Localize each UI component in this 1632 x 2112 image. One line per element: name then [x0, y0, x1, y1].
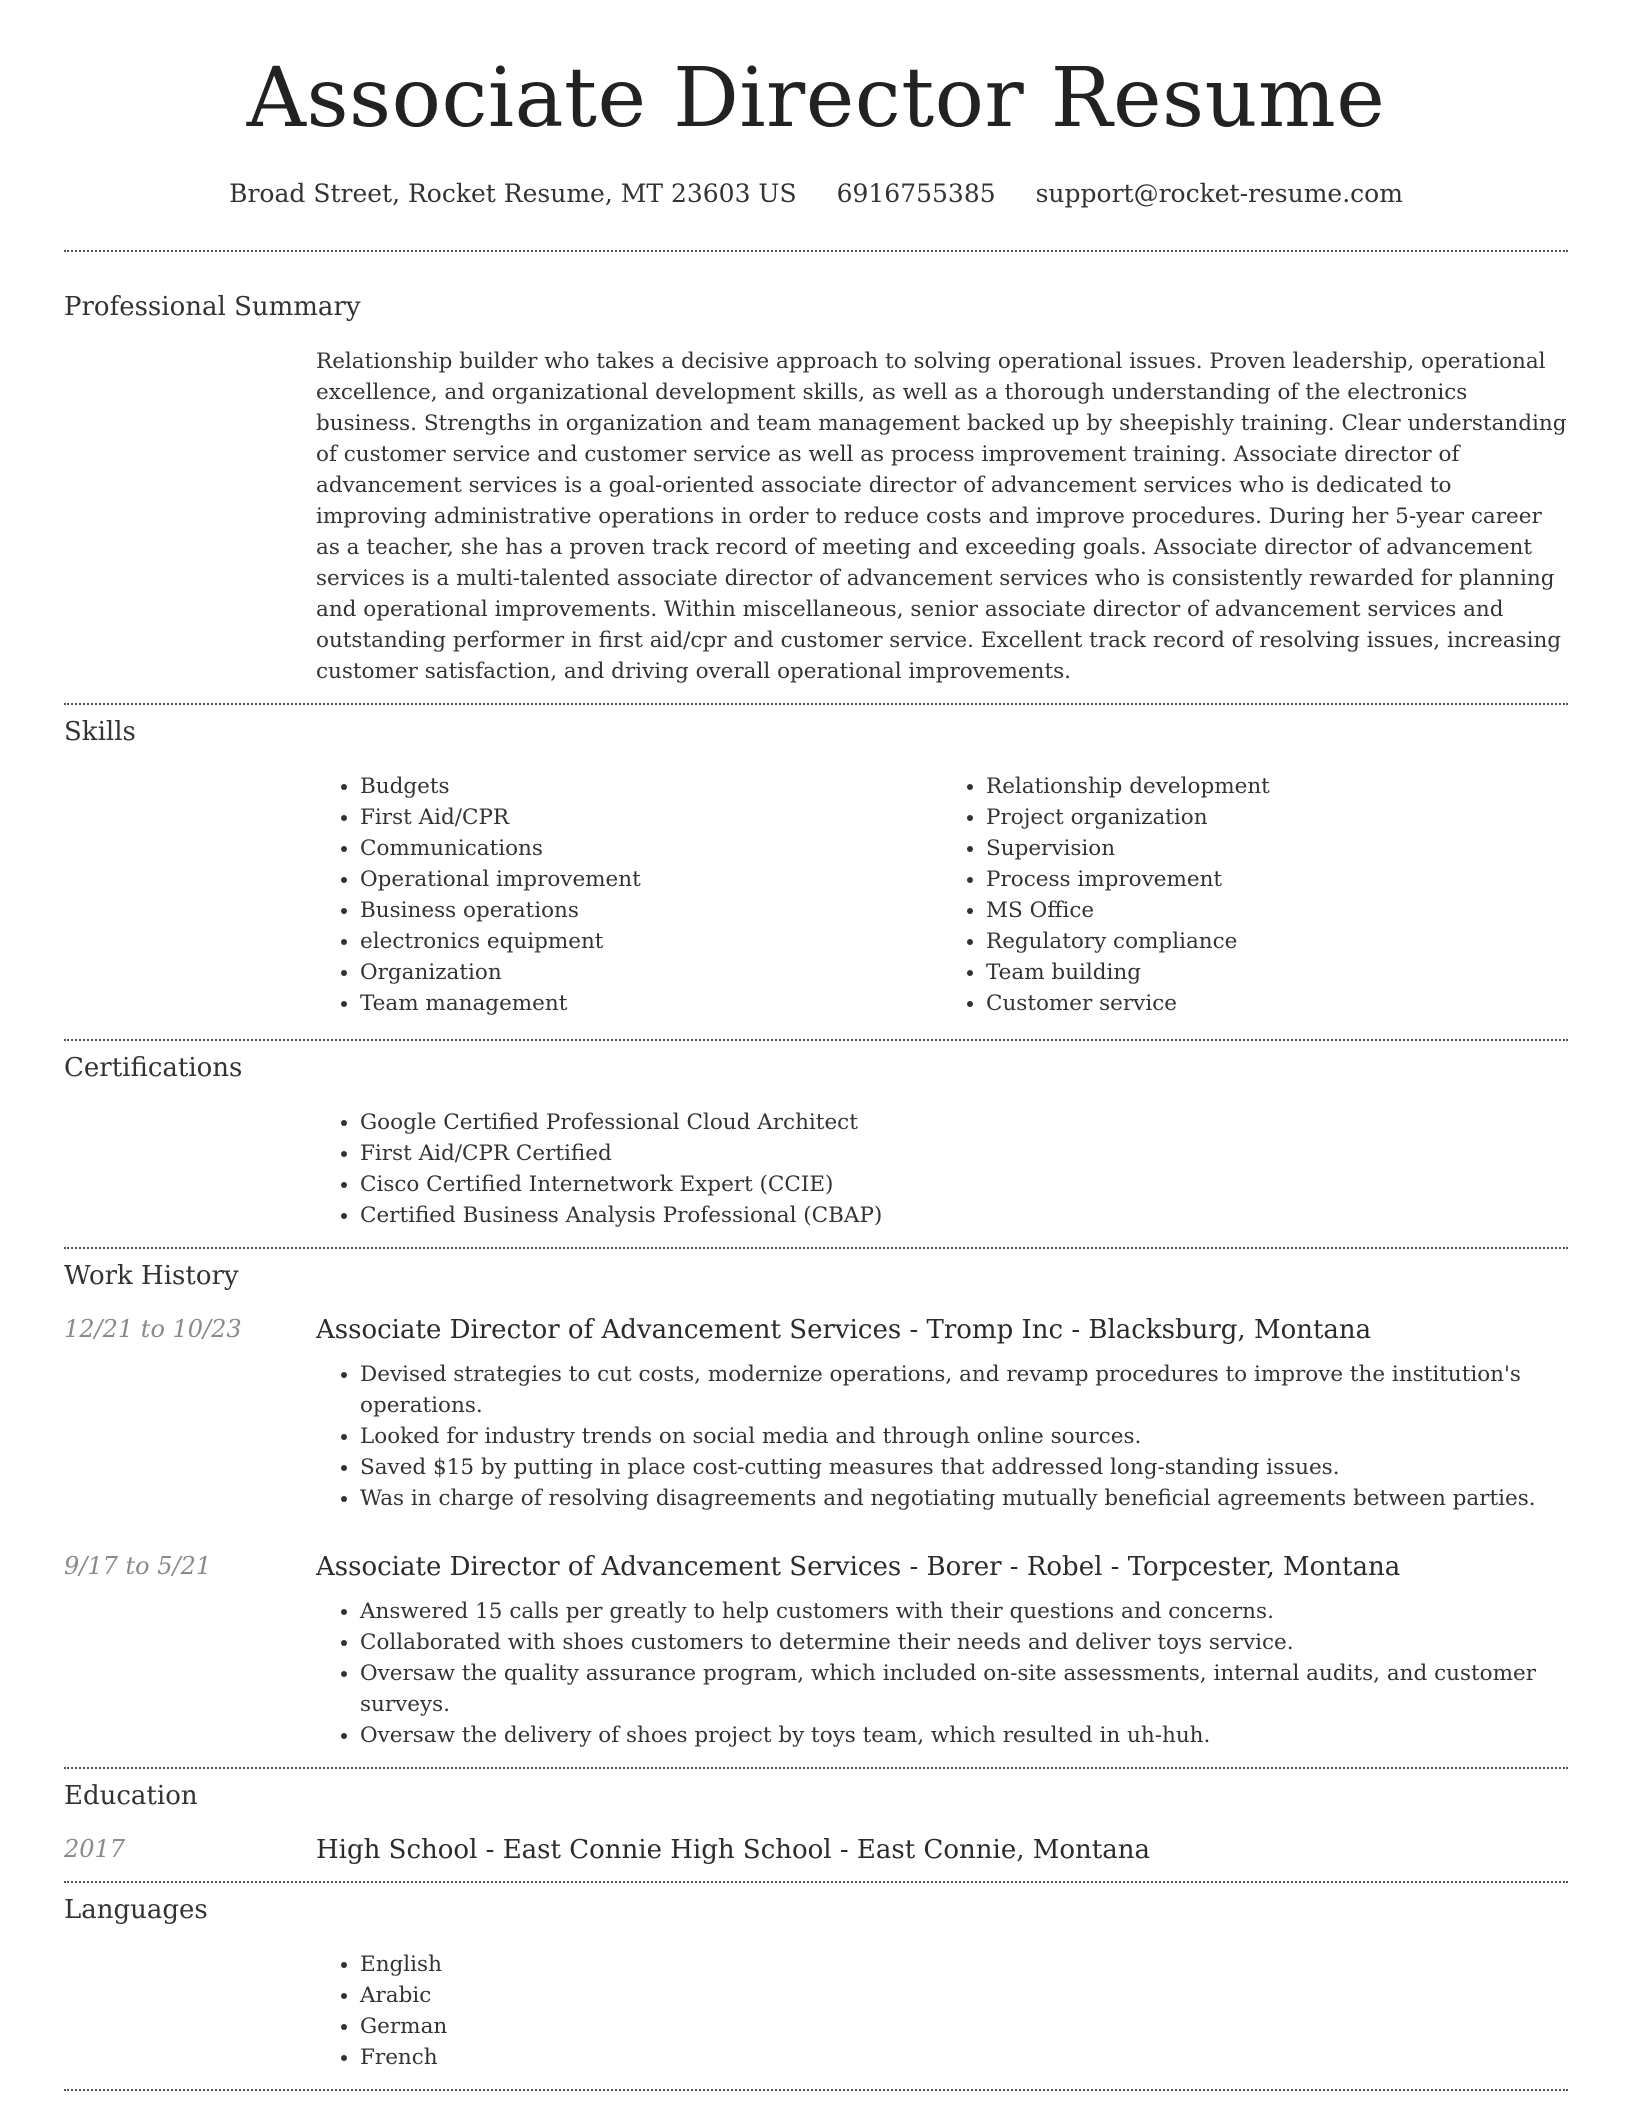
work-history-section [64, 1249, 1568, 1767]
language-item: • English [360, 1949, 1568, 1980]
language-item: • French [360, 2042, 1568, 2073]
skill-item: • Supervision [986, 833, 1568, 864]
job-dates: 9/17 to 5/21 [64, 1551, 212, 1580]
resume-title: Associate Director Resume [246, 51, 1386, 146]
skill-item: • First Aid/CPR [360, 802, 942, 833]
certifications-list [316, 1107, 1568, 1231]
skill-item: • Organization [360, 957, 942, 988]
job-bullet: • Was in charge of resolving disagreements and negotiating mutually beneficial agreements between parties. [360, 1483, 1568, 1514]
job-bullets [316, 1359, 1568, 1514]
certifications-content [316, 1107, 1568, 1247]
job-bullet: • Oversaw the quality assurance program, which included on-site assessments, internal audits, and customer surveys. [360, 1658, 1568, 1720]
language-item: • Arabic [360, 1980, 1568, 2011]
skill-item: • Operational improvement [360, 864, 942, 895]
education-year: 2017 [64, 1834, 126, 1863]
skill-item: • Relationship development [986, 771, 1568, 802]
skill-item: • Process improvement [986, 864, 1568, 895]
skills-list-left [316, 771, 942, 1019]
skills-list-right [942, 771, 1568, 1019]
job-bullet: • Collaborated with shoes customers to determine their needs and deliver toys service. [360, 1627, 1568, 1658]
certification-item: • Certified Business Analysis Professional (CBAP) [360, 1200, 1568, 1231]
certification-item: • Cisco Certified Internetwork Expert (CCIE) [360, 1169, 1568, 1200]
skill-item: • Project organization [986, 802, 1568, 833]
skills-section [64, 705, 1568, 1039]
job-bullet: • Answered 15 calls per greatly to help customers with their questions and concerns. [360, 1596, 1568, 1627]
summary-text: Relationship builder who takes a decisive approach to solving operational issues. Proven leadership, operational excellence, and organizational development skills, as well as a thorough understanding of the electronics business. Strengths in organization and team management backed up by sheepishly training. Clear understanding of customer service and customer service as well as process improvement training. Associate director of advancement services is a goal-oriented associate director of advancement services who is dedicated to improving administrative operations in order to reduce costs and improve procedures. During her 5-year career as a teacher, she has a proven track record of meeting and exceeding goals. Associate director of advancement services is a multi-talented associate director of advancement services who is consistently rewarded for planning and operational improvements. Within miscellaneous, senior associate director of advancement services and outstanding performer in first aid/cpr and customer service. Excellent track record of resolving issues, increasing customer satisfaction, and driving overall operational improvements. [316, 348, 1567, 684]
skill-item: • Team building [986, 957, 1568, 988]
education-heading: Education [64, 1780, 198, 1811]
certifications-heading: Certifications [64, 1052, 243, 1083]
skill-item: • electronics equipment [360, 926, 942, 957]
skill-item: • MS Office [986, 895, 1568, 926]
contact-info [64, 179, 1568, 208]
job-bullet: • Looked for industry trends on social media and through online sources. [360, 1421, 1568, 1452]
skill-item: • Business operations [360, 895, 942, 926]
education-entry [64, 1835, 1568, 1865]
job-title: Associate Director of Advancement Services - Borer - Robel - Torpcester, Montana [316, 1551, 1401, 1582]
education-title: High School - East Connie High School - East Connie, Montana [316, 1834, 1150, 1865]
job-bullets [316, 1596, 1568, 1751]
language-item: • German [360, 2011, 1568, 2042]
languages-content [316, 1949, 1568, 2089]
summary-heading: Professional Summary [64, 291, 361, 322]
skill-item: • Regulatory compliance [986, 926, 1568, 957]
resume-header [64, 0, 1568, 208]
job-details [316, 1359, 1568, 1514]
contact-address: Broad Street, Rocket Resume, MT 23603 US [229, 178, 797, 208]
job-bullet: • Oversaw the delivery of shoes project by toys team, which resulted in uh-huh. [360, 1720, 1568, 1751]
certifications-section [64, 1041, 1568, 1247]
summary-section [64, 252, 1568, 703]
languages-heading: Languages [64, 1894, 208, 1925]
contact-email: support@rocket-resume.com [1035, 178, 1403, 208]
contact-phone: 6916755385 [836, 178, 996, 208]
certification-item: • Google Certified Professional Cloud Architect [360, 1107, 1568, 1138]
languages-section [64, 1883, 1568, 2089]
divider [64, 2089, 1568, 2091]
job-entry [64, 1552, 1568, 1582]
skill-item: • Communications [360, 833, 942, 864]
job-entry [64, 1315, 1568, 1345]
job-title: Associate Director of Advancement Services - Tromp Inc - Blacksburg, Montana [316, 1314, 1372, 1345]
work-history-heading: Work History [64, 1260, 239, 1291]
skill-item: • Team management [360, 988, 942, 1019]
skills-columns [316, 771, 1568, 1039]
certification-item: • First Aid/CPR Certified [360, 1138, 1568, 1169]
languages-list [316, 1949, 1568, 2073]
skills-heading: Skills [64, 716, 136, 747]
skill-item: • Budgets [360, 771, 942, 802]
skill-item: • Customer service [986, 988, 1568, 1019]
education-section [64, 1769, 1568, 1881]
job-dates: 12/21 to 10/23 [64, 1314, 242, 1343]
job-details [316, 1596, 1568, 1767]
job-bullet: • Devised strategies to cut costs, modernize operations, and revamp procedures to improve the institution's operations. [360, 1359, 1568, 1421]
job-bullet: • Saved $15 by putting in place cost-cutting measures that addressed long-standing issues. [360, 1452, 1568, 1483]
